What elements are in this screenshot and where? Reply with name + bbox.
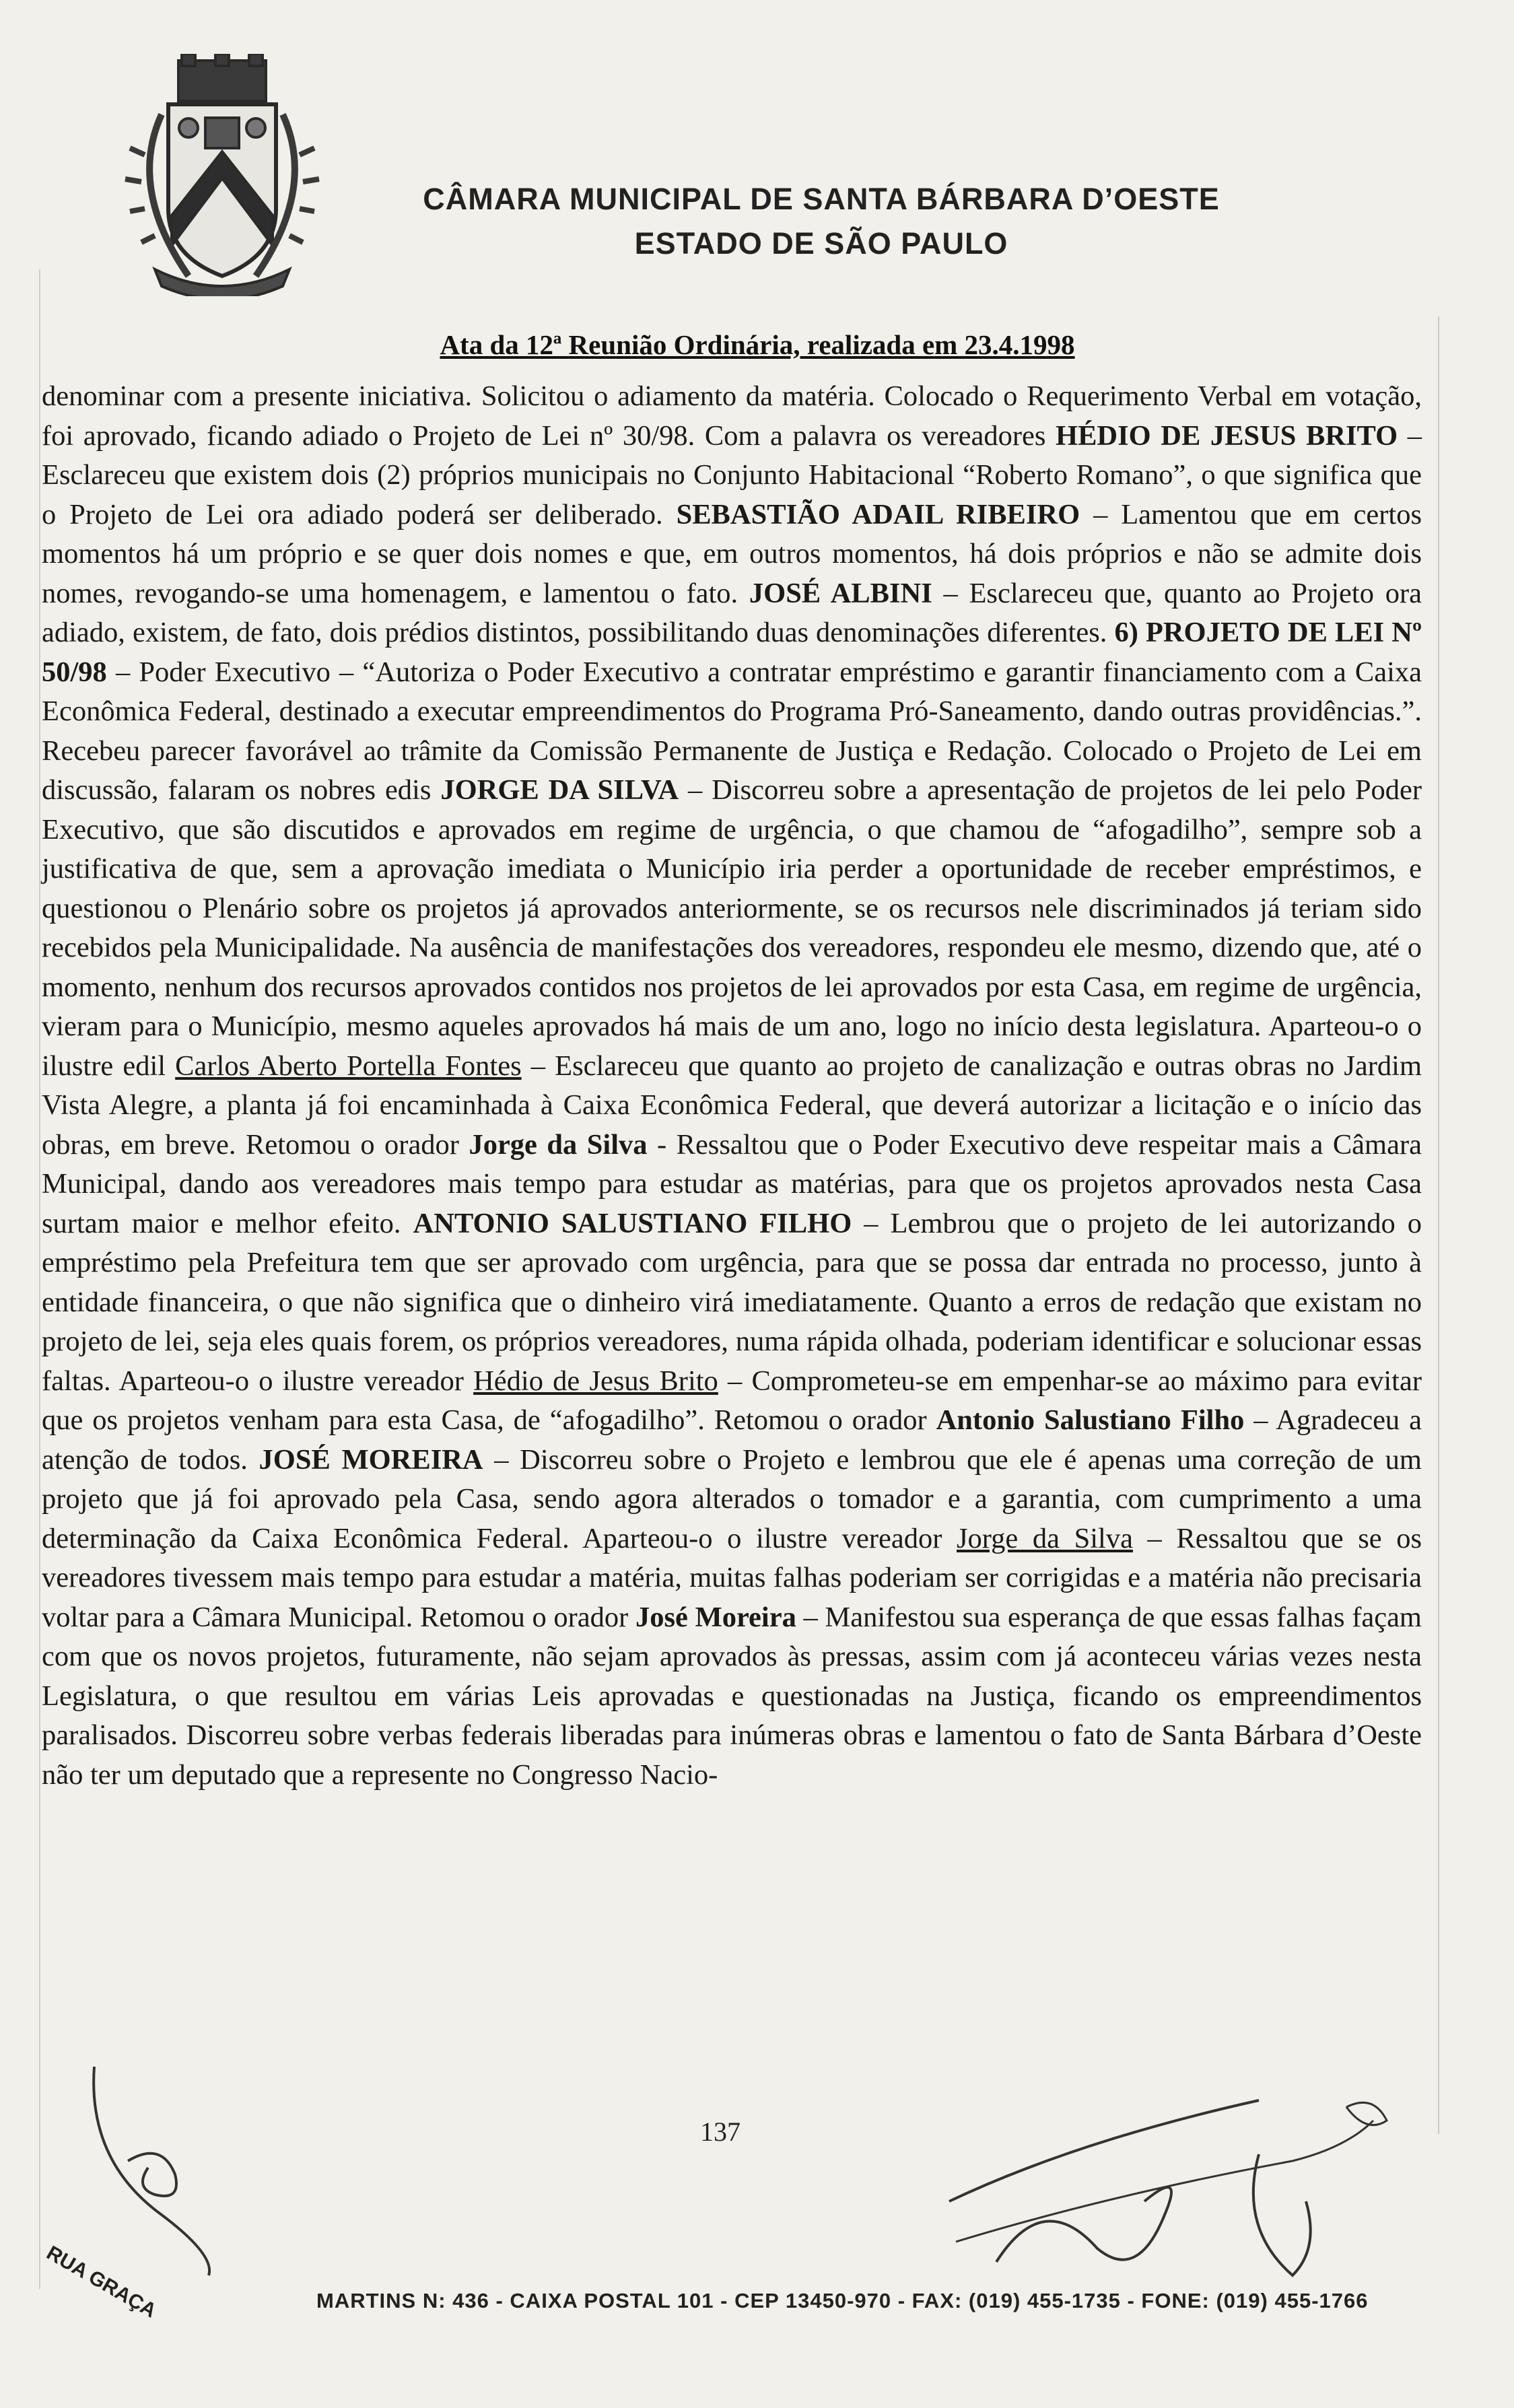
- body-text-segment: – Ressaltou que se os vereadores tivessem mais tempo para estudar a matéria, muitas falhas poderiam ser corrigidas e a matéria não precisaria voltar para a Câmara Municipal. Retomou o orador: [42, 1522, 1422, 1633]
- municipal-coat-of-arms-icon: [114, 54, 330, 296]
- body-text-segment: denominar com a presente iniciativa. Solicitou o adiamento da matéria. Colocado o Requerimento Verbal em votação, foi aprovado, ficando adiado o Projeto de Lei nº 30/98. Com a palavra os vereadores: [42, 380, 1422, 452]
- institution-name: CÂMARA MUNICIPAL DE SANTA BÁRBARA D’OESTE: [423, 182, 1220, 216]
- body-text-segment: – Agradeceu a atenção de todos.: [42, 1404, 1422, 1476]
- state-name: ESTADO DE SÃO PAULO: [634, 226, 1008, 261]
- speaker-name: Jorge da Silva: [469, 1128, 648, 1161]
- speaker-name: HÉDIO DE JESUS BRITO: [1056, 419, 1398, 452]
- minutes-body: [42, 377, 1422, 1795]
- minutes-title: Ata da 12ª Reunião Ordinária, realizada em 23.4.1998: [440, 329, 1075, 360]
- speaker-name: JORGE DA SILVA: [440, 774, 679, 806]
- footer-address: MARTINS N: 436 - CAIXA POSTAL 101 - CEP 13450-970 - FAX: (019) 455-1735 - FONE: (019) 455-1766: [316, 2289, 1369, 2312]
- footer-street: RUA GRAÇA: [42, 2242, 160, 2323]
- body-text-segment: – Lembrou que o projeto de lei autorizando o empréstimo pela Prefeitura tem que ser aprovado com urgência, para que se possa dar entrada no processo, junto à entidade financeira, o que não significa que o dinheiro virá imediatamente. Quanto a erros de redação que existam no projeto de lei, seja eles quais forem, os próprios vereadores, numa rápida olhada, poderiam identificar e solucionar essas faltas. Aparteou-o o ilustre vereador: [42, 1207, 1422, 1397]
- speaker-name: SEBASTIÃO ADAIL RIBEIRO: [676, 498, 1080, 530]
- speaker-name: Antonio Salustiano Filho: [936, 1404, 1245, 1436]
- speaker-name: JOSÉ ALBINI: [749, 577, 932, 609]
- body-text-segment: – Lamentou que em certos momentos há um próprio e se quer dois nomes e que, em outros momentos, há dois próprios e não se admite dois nomes, revogando-se uma homenagem, e lamentou o fato.: [42, 498, 1422, 609]
- speaker-name: JOSÉ MOREIRA: [259, 1443, 483, 1476]
- page-number: 137: [700, 2117, 741, 2147]
- agenda-item-heading: 6) PROJETO DE LEI Nº 50/98: [42, 617, 1422, 688]
- underlined-speaker-name: Hédio de Jesus Brito: [473, 1365, 718, 1397]
- body-text-segment: – Poder Executivo – “Autoriza o Poder Executivo a contratar empréstimo e garantir financiamento com a Caixa Econômica Federal, destinado a executar empreendimentos do Programa Pró-Saneamento, dando outras providências.”. Recebeu parecer favorável ao trâmite da Comissão Permanente de Justiça e Redação. Colocado o Projeto de Lei em discussão, falaram os nobres edis: [42, 656, 1422, 806]
- underlined-speaker-name: Carlos Aberto Portella Fontes: [175, 1050, 522, 1082]
- speaker-name: José Moreira: [635, 1601, 796, 1633]
- body-text-segment: – Manifestou sua esperança de que essas falhas façam com que os novos projetos, futuramente, não sejam aprovados às pressas, assim com já aconteceu várias vezes nesta Legislatura, o que resultou em várias Leis aprovadas e questionadas na Justiça, ficando os empreendimentos paralisados. Discorreu sobre verbas federais liberadas para inúmeras obras e lamentou o fato de Santa Bárbara d’Oeste não ter um deputado que a represente no Congresso Nacio-: [42, 1601, 1422, 1791]
- body-text-segment: – Comprometeu-se em empenhar-se ao máximo para evitar que os projetos venham para esta Casa, de “afogadilho”. Retomou o orador: [42, 1365, 1422, 1436]
- body-text-segment: – Esclareceu que existem dois (2) próprios municipais no Conjunto Habitacional “Roberto Romano”, o que significa que o Projeto de Lei ora adiado poderá ser deliberado.: [42, 419, 1422, 530]
- underlined-speaker-name: Jorge da Silva: [957, 1522, 1133, 1554]
- speaker-name: ANTONIO SALUSTIANO FILHO: [413, 1207, 852, 1239]
- body-text-segment: – Esclareceu que, quanto ao Projeto ora adiado, existem, de fato, dois prédios distintos, possibilitando duas denominações diferentes.: [42, 577, 1422, 648]
- body-text-segment: – Discorreu sobre a apresentação de projetos de lei pelo Poder Executivo, que são discutidos e aprovados em regime de urgência, o que chamou de “afogadilho”, sempre sob a justificativa de que, sem a aprovação imediata o Município iria perder a oportunidade de receber empréstimos, e questionou o Plenário sobre os projetos já aprovados anteriormente, se os recursos nele discriminados já teriam sido recebidos pela Municipalidade. Na ausência de manifestações dos vereadores, respondeu ele mesmo, dizendo que, até o momento, nenhum dos recursos aprovados contidos nos projetos de lei aprovados por esta Casa, em regime de urgência, vieram para o Município, mesmo aqueles aprovados há mais de um ano, logo no início desta legislatura. Aparteou-o o ilustre edil: [42, 774, 1422, 1082]
- handwritten-signature-right: [942, 2080, 1427, 2282]
- body-text-segment: - Ressaltou que o Poder Executivo deve respeitar mais a Câmara Municipal, dando aos vereadores mais tempo para estudar as matérias, para que os projetos aprovados nesta Casa surtam maior e melhor efeito.: [42, 1128, 1422, 1239]
- right-margin-rule: [1438, 316, 1439, 2134]
- left-margin-rule: [39, 269, 40, 2289]
- body-text-segment: – Discorreu sobre o Projeto e lembrou que ele é apenas uma correção de um projeto que já foi aprovado pela Casa, sendo agora alterados o tomador e a garantia, com cumprimento a uma determinação da Caixa Econômica Federal. Aparteou-o o ilustre vereador: [42, 1443, 1422, 1554]
- body-text-segment: – Esclareceu que quanto ao projeto de canalização e outras obras no Jardim Vista Alegre, a planta já foi encaminhada à Caixa Econômica Federal, que deverá autorizar a licitação e o início das obras, em breve. Retomou o orador: [42, 1050, 1422, 1161]
- handwritten-signature-left: [81, 2060, 236, 2282]
